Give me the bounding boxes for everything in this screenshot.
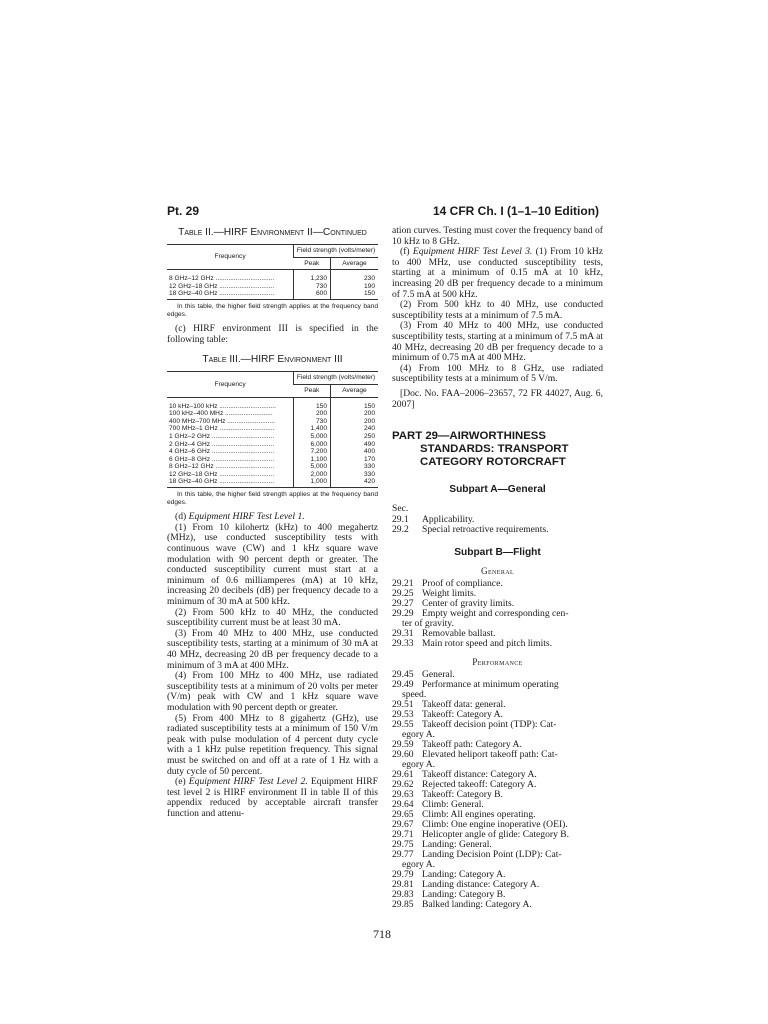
para-cont: ation curves. Testing must cover the frequency band of 10 kHz to 8 GHz. [392,225,603,247]
peak-cell: 150 [294,403,331,411]
section-title: Landing Decision Point (LDP): Cat- [422,848,562,860]
toc-item [392,525,603,535]
peak-cell: 6,000 [294,441,331,449]
left-column [167,226,378,819]
table2-peak-header: Peak [294,257,331,270]
table-row [167,433,378,441]
para-f: (f) Equipment HIRF Test Level 3. (1) From 10 kHz to 400 MHz, use conducted susceptibility tests, starting at a minimum of 0.15 mA at 10 kHz, increasing 20 dB per frequency decade to a minimum of 7.5 mA at 500 kHz. [392,246,604,300]
section-number: 29.64 [392,798,414,810]
subpart-a-list [392,515,603,535]
frequency-cell: 10 kHz–100 kHz ............................... [169,402,277,410]
performance-heading: Performance [472,656,523,667]
para-c: (c) HIRF environment III is specified in the following table: [167,323,378,345]
section-number: 29.83 [392,888,414,900]
frequency-cell: 1 GHz–2 GHz .................................. [169,432,275,440]
section-number: 29.25 [392,587,414,599]
section-title: Applicability. [422,513,475,525]
frequency-cell: 2 GHz–4 GHz .................................. [169,440,275,448]
peak-cell: 730 [294,418,331,426]
peak-cell: 730 [294,283,331,291]
section-number: 29.75 [392,838,414,850]
section-title: Takeoff path: Category A. [422,738,522,750]
right-column [392,226,603,910]
section-number: 29.51 [392,698,414,710]
section-title: Takeoff: Category A. [422,708,503,720]
running-head-edition: 14 CFR Ch. I (1–1–10 Edition) [433,204,600,218]
table2-frequency-header: Frequency [167,245,294,270]
table2 [167,244,378,300]
frequency-cell: 100 kHz–400 MHz .......................... [169,410,273,418]
table3-peak-header: Peak [294,384,331,397]
toc-item [392,639,603,649]
table-row [167,463,378,471]
peak-cell: 5,000 [294,463,331,471]
general-list [392,579,603,649]
table2-note: In this table, the higher field strength applies at the frequency band edges. [167,302,378,318]
section-number: 29.77 [392,848,414,860]
section-title: Takeoff decision point (TDP): Cat- [422,718,557,730]
average-cell: 420 [331,478,379,487]
table-row [167,403,378,411]
section-number: 29.33 [392,637,414,649]
section-number: 29.45 [392,668,414,680]
table2-average-header: Average [331,257,379,270]
table-row [167,456,378,464]
table3-note: In this table, the higher field strength applies at the frequency band edges. [167,491,378,506]
table-row [167,478,378,487]
para-f4: (4) From 100 MHz to 8 GHz, use radiated susceptibility tests at a minimum of 5 V/m. [392,362,603,385]
running-head-part: Pt. 29 [167,204,200,218]
table3-title: Table III.—HIRF Environment III [202,354,343,366]
peak-cell: 7,200 [294,448,331,456]
section-title: Elevated heliport takeoff path: Cat- [422,748,558,760]
section-number: 29.29 [392,607,414,619]
table-row [167,418,378,426]
average-cell: 240 [331,425,379,433]
section-title: Special retroactive requirements. [422,523,549,535]
section-title-continued: egory A. [402,858,436,870]
frequency-cell: 18 GHz–40 GHz .............................. [167,290,294,299]
frequency-cell: 6 GHz–8 GHz .................................. [169,455,275,463]
section-title-continued: egory A. [402,758,436,770]
section-title: Rejected takeoff: Category A. [422,778,537,790]
peak-cell: 1,000 [294,478,331,487]
section-title-continued: speed. [402,688,427,700]
para-f3: (3) From 40 MHz to 400 MHz, use conducted susceptibility tests, starting at a minimum of 7.5 mA at 40 MHz, decreasing 20 dB per frequency decade to a minimum of 0.75 mA at 400 MHz. [392,320,603,364]
para-d5: (5) From 400 MHz to 8 gigahertz (GHz), use radiated susceptibility tests at a minimum of 150 V/m peak with pulse modulation of 4 percent duty cycle with a 1 kHz pulse repetition frequency. This signal must be switched on and off at a rate of 1 Hz with a duty cycle of 50 percent. [167,712,378,777]
table3-body [167,397,378,488]
peak-cell: 1,400 [294,425,331,433]
section-title: Climb: General. [422,798,484,810]
peak-cell: 200 [294,410,331,418]
section-title: Removable ballast. [422,627,496,639]
section-title: Takeoff distance: Category A. [422,768,537,780]
section-number: 29.55 [392,718,414,730]
section-number: 29.63 [392,788,414,800]
section-number: 29.67 [392,818,414,830]
peak-cell: 2,000 [294,471,331,479]
section-number: 29.2 [392,523,409,535]
section-number: 29.61 [392,768,414,780]
table-row [167,410,378,418]
section-title: Center of gravity limits. [422,597,515,609]
section-title-continued: ter of gravity. [402,617,454,629]
para-f2: (2) From 500 kHz to 40 MHz, use conducted susceptibility tests at a minimum of 7.5 mA. [392,299,603,321]
para-d4: (4) From 100 MHz to 400 MHz, use radiated susceptibility tests at a minimum of 20 volts per meter (V/m) peak with CW and 1 kHz square wave modulation with 90 percent depth or greater. [167,670,378,713]
table2-field-strength-header: Field strength (volts/meter) [294,245,378,258]
section-title: Main rotor speed and pitch limits. [422,637,553,649]
section-title: Takeoff data: general. [422,698,506,710]
section-title: Landing: General. [422,838,492,850]
section-number: 29.27 [392,597,414,609]
section-number: 29.21 [392,577,414,589]
average-cell: 330 [331,463,379,471]
section-number: 29.65 [392,808,414,820]
section-title: Proof of compliance. [422,577,503,589]
section-number: 29.79 [392,868,414,880]
average-cell: 230 [331,275,379,283]
section-number: 29.53 [392,708,414,720]
average-cell: 170 [331,456,379,464]
section-number: 29.71 [392,828,414,840]
average-cell: 150 [331,403,379,411]
section-number: 29.59 [392,738,414,750]
frequency-cell: 4 GHz–6 GHz .................................. [169,448,275,456]
frequency-cell: 700 MHz–1 GHz .............................. [169,425,275,433]
subpart-a-heading: Subpart A—General [449,484,546,496]
section-title: Takeoff: Category B. [422,788,503,800]
frequency-cell: 12 GHz–18 GHz .............................. [169,282,275,290]
average-cell: 330 [331,471,379,479]
section-title-continued: egory A. [402,728,436,740]
frequency-cell: 12 GHz–18 GHz .............................. [169,470,275,478]
para-d2: (2) From 500 kHz to 40 MHz, the conducted susceptibility current must be at least 30 mA. [167,606,378,629]
table-row [167,283,378,291]
subpart-b-heading: Subpart B—Flight [454,546,541,558]
average-cell: 400 [331,448,379,456]
general-heading: General [480,565,515,576]
average-cell: 490 [331,441,379,449]
para-d-heading: (d) Equipment HIRF Test Level 1. [175,511,305,523]
para-e: (e) Equipment HIRF Test Level 2. Equipment HIRF test level 2 is HIRF environment II in table II of this appendix reduced by acceptable aircraft transfer function and attenu- [167,776,378,819]
frequency-cell: 18 GHz–40 GHz .............................. [167,478,294,487]
section-title: Balked landing: Category A. [422,898,532,910]
section-title: Landing: Category A. [422,868,506,880]
section-number: 29.81 [392,878,414,890]
table2-title: Table II.—HIRF Environment II—Continued [178,227,367,238]
average-cell: 250 [331,433,379,441]
section-title: Climb: One engine inoperative (OEI). [422,818,568,830]
sec-label: Sec. [392,503,409,515]
table-row [167,441,378,449]
section-title: Empty weight and corresponding cen- [422,607,569,619]
section-number: 29.62 [392,778,414,790]
frequency-cell: 8 GHz–12 GHz ................................ [169,463,275,471]
table-row [167,448,378,456]
para-d3: (3) From 40 MHz to 400 MHz, use conducted susceptibility tests, starting at a minimum of 30 mA at 40 MHz, decreasing 20 dB per frequency decade to a minimum of 3 mA at 400 MHz. [167,627,378,671]
table3-field-strength-header: Field strength (volts/meter) [294,372,378,385]
table3 [167,371,378,488]
toc-item [392,900,603,910]
section-title: Helicopter angle of glide: Category B. [422,828,570,840]
section-title: Landing: Category B. [422,888,506,900]
page-number: 718 [373,927,391,941]
frequency-cell: 8 GHz–12 GHz ................................ [169,275,275,283]
table3-average-header: Average [331,384,379,397]
peak-cell: 1,230 [294,275,331,283]
section-number: 29.49 [392,678,414,690]
section-title: Weight limits. [422,587,477,599]
section-number: 29.85 [392,898,414,910]
section-title: Climb: All engines operating. [422,808,536,820]
table3-frequency-header: Frequency [167,372,294,397]
table2-body [167,270,378,300]
doc-reference: [Doc. No. FAA–2006–23657, 72 FR 44027, Aug. 6, 2007] [392,387,603,410]
section-title: Performance at minimum operating [422,678,559,690]
peak-cell: 600 [294,290,331,299]
frequency-cell: 400 MHz–700 MHz .......................... [169,417,275,425]
performance-list [392,670,603,910]
table-row [167,290,378,299]
peak-cell: 5,000 [294,433,331,441]
peak-cell: 1,100 [294,456,331,464]
average-cell: 200 [331,410,379,418]
section-title: General. [422,668,455,680]
section-number: 29.31 [392,627,414,639]
table-row [167,275,378,283]
section-number: 29.1 [392,513,409,525]
table-row [167,425,378,433]
average-cell: 190 [331,283,379,291]
section-title: Landing distance: Category A. [422,878,540,890]
table-row [167,471,378,479]
part-title: PART 29—AIRWORTHINESS STANDARDS: TRANSPORT CATEGORY ROTORCRAFT [392,430,569,469]
average-cell: 200 [331,418,379,426]
average-cell: 150 [331,290,379,299]
section-number: 29.60 [392,748,414,760]
para-d1: (1) From 10 kilohertz (kHz) to 400 megahertz (MHz), use conducted susceptibility tests with continuous wave (CW) and 1 kHz square wave modulation with 90 percent depth or greater. The conducted susceptibility current must start at a minimum of 0.6 milliamperes (mA) at 10 kHz, increasing 20 decibels (dB) per frequency decade to a minimum of 30 mA at 500 kHz. [167,521,378,607]
